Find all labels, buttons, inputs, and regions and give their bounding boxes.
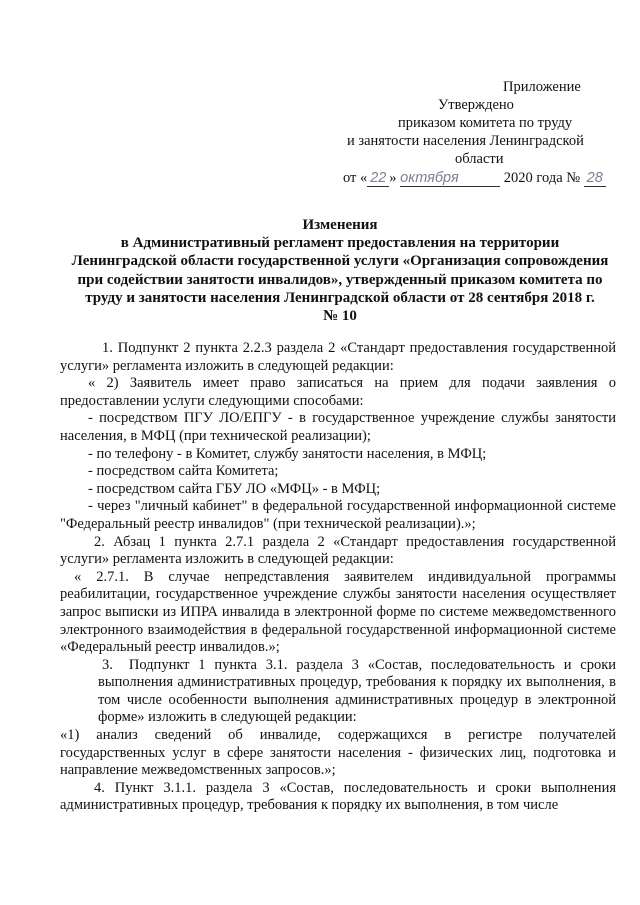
paragraph-10	[60, 657, 616, 727]
title-line-2: в Административный регламент предоставления на территории	[120, 235, 560, 252]
title-line-5: труду и занятости населения Ленинградской области от 28 сентября 2018 г.	[85, 289, 595, 306]
date-day-handwritten: 22	[367, 170, 389, 187]
paragraph-9: « 2.7.1. В случае непредставления заявителем индивидуальной программы реабилитации, государственное учреждение службы занятости населения осуществляет запрос выписки из ИПРА инвалида в электронной форме по системе межведомственного электронного взаимодействия в федеральной государственной информационной системе «Федеральный реестр инвалидов.»;	[60, 568, 616, 656]
header-line3: приказом комитета по труду	[398, 115, 573, 131]
paragraph-11: «1) анализ сведений об инвалиде, содержащихся в регистре получателей государственных услуг в сфере занятости населения - физических лиц, подготовка и направление межведомственных запросов.»;	[60, 727, 616, 779]
paragraph-1: 1. Подпункт 2 пункта 2.2.3 раздела 2 «Стандарт предоставления государственной услуги» регламента изложить в следующей редакции:	[60, 340, 616, 374]
paragraph-6: - посредством сайта ГБУ ЛО «МФЦ» - в МФЦ;	[88, 480, 381, 497]
paragraph-10-number: 3.	[102, 656, 113, 673]
document-body	[60, 340, 616, 815]
paragraph-2: « 2) Заявитель имеет право записаться на прием для подачи заявления о предоставлении услуги следующими способами:	[60, 375, 616, 409]
paragraph-4: - по телефону - в Комитет, службу занятости населения, в МФЦ;	[88, 445, 487, 462]
date-mid: »	[389, 170, 401, 186]
document-title	[60, 216, 620, 325]
header-date-line	[343, 169, 606, 187]
date-prefix: от «	[343, 170, 368, 186]
title-line-6: № 10	[323, 308, 357, 325]
paragraph-7: - через "личный кабинет" в федеральной государственной информационной системе "Федеральный реестр инвалидов" (при технической реализации).»;	[60, 498, 616, 532]
order-number-handwritten: 28	[584, 170, 606, 187]
paragraph-8: 2. Абзац 1 пункта 2.7.1 раздела 2 «Стандарт предоставления государственной услуги» регламента изложить в следующей редакции:	[60, 533, 616, 568]
paragraph-10-text: Подпункт 1 пункта 3.1. раздела 3 «Состав, последовательность и сроки выполнения административных процедур, требования к порядку их выполнения, в том числе особенности выполнения административных процедур в электронной форме» изложить в следующей редакции:	[98, 656, 616, 726]
header-approved: Утверждено	[438, 97, 514, 113]
header-appendix: Приложение	[503, 79, 581, 95]
header-line4: и занятости населения Ленинградской	[347, 133, 584, 149]
title-line-1: Изменения	[302, 217, 378, 233]
paragraph-12: 4. Пункт 3.1.1. раздела 3 «Состав, последовательность и сроки выполнения административных процедур, требования к порядку их выполнения, в том числе	[60, 779, 616, 814]
date-suffix: 2020 года №	[500, 170, 584, 186]
date-month-handwritten: октября	[400, 170, 500, 187]
header-line5: области	[455, 151, 504, 167]
paragraph-3: - посредством ПГУ ЛО/ЕПГУ - в государственное учреждение службы занятости населения, в МФЦ (при технической реализации);	[60, 410, 616, 444]
title-line-3: Ленинградской области государственной услуги «Организация сопровождения	[71, 253, 609, 270]
paragraph-5: - посредством сайта Комитета;	[88, 463, 279, 480]
title-line-4: при содействии занятости инвалидов», утвержденный приказом комитета по	[77, 271, 603, 288]
